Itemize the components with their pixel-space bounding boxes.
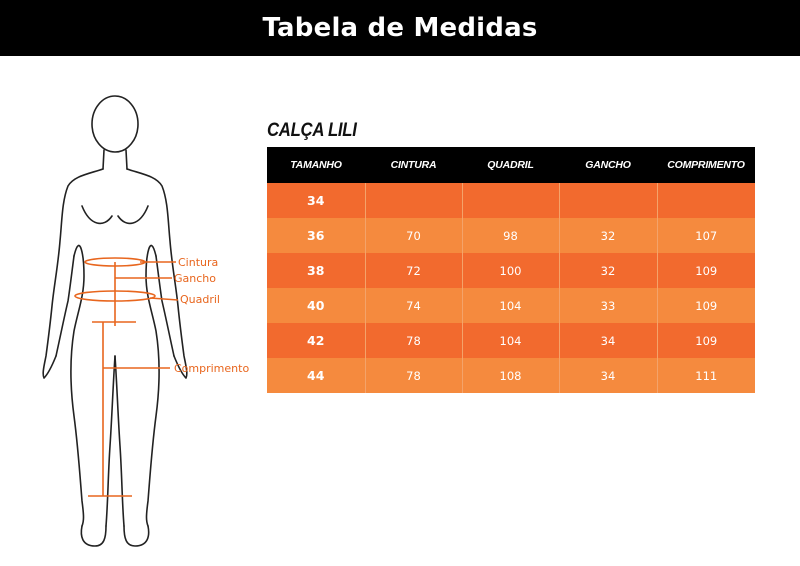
- cell-cintura: 78: [365, 323, 462, 358]
- cell-gancho: 32: [559, 218, 657, 253]
- cell-size: 38: [267, 253, 365, 288]
- header-banner: [0, 0, 800, 56]
- product-title: CALÇA LILI: [267, 120, 357, 141]
- cell-size: 40: [267, 288, 365, 323]
- cell-comprimento: 109: [657, 253, 755, 288]
- label-cintura: Cintura: [178, 256, 219, 269]
- cell-comprimento: 109: [657, 323, 755, 358]
- header-tamanho: TAMANHO: [267, 147, 365, 183]
- page-title: Tabela de Medidas: [262, 13, 538, 43]
- cell-quadril: 100: [462, 253, 559, 288]
- cell-gancho: 33: [559, 288, 657, 323]
- cell-quadril: 104: [462, 323, 559, 358]
- body-silhouette-icon: [0, 56, 260, 566]
- header-quadril: QUADRIL: [462, 147, 559, 183]
- body-measurement-figure: [0, 56, 260, 566]
- table-header-row: [267, 147, 755, 183]
- table-row: [267, 358, 755, 393]
- table-row: [267, 288, 755, 323]
- cell-size: 36: [267, 218, 365, 253]
- cell-gancho: 34: [559, 358, 657, 393]
- table-row: [267, 218, 755, 253]
- cell-comprimento: 109: [657, 288, 755, 323]
- cell-quadril: [462, 183, 559, 218]
- cell-cintura: 70: [365, 218, 462, 253]
- cell-gancho: 34: [559, 323, 657, 358]
- cell-comprimento: [657, 183, 755, 218]
- size-table: [267, 147, 755, 393]
- cell-cintura: [365, 183, 462, 218]
- cell-cintura: 74: [365, 288, 462, 323]
- label-comprimento: Comprimento: [174, 362, 250, 375]
- cell-size: 44: [267, 358, 365, 393]
- header-cintura: CINTURA: [365, 147, 462, 183]
- cell-cintura: 72: [365, 253, 462, 288]
- header-gancho: GANCHO: [559, 147, 657, 183]
- table-row: [267, 183, 755, 218]
- header-comprimento: COMPRIMENTO: [657, 147, 755, 183]
- table-row: [267, 323, 755, 358]
- cell-gancho: 32: [559, 253, 657, 288]
- cell-quadril: 98: [462, 218, 559, 253]
- cell-cintura: 78: [365, 358, 462, 393]
- cell-comprimento: 111: [657, 358, 755, 393]
- label-gancho: Gancho: [174, 272, 216, 285]
- cell-quadril: 108: [462, 358, 559, 393]
- cell-size: 34: [267, 183, 365, 218]
- label-quadril: Quadril: [180, 293, 220, 306]
- cell-comprimento: 107: [657, 218, 755, 253]
- cell-gancho: [559, 183, 657, 218]
- cell-size: 42: [267, 323, 365, 358]
- cell-quadril: 104: [462, 288, 559, 323]
- table-row: [267, 253, 755, 288]
